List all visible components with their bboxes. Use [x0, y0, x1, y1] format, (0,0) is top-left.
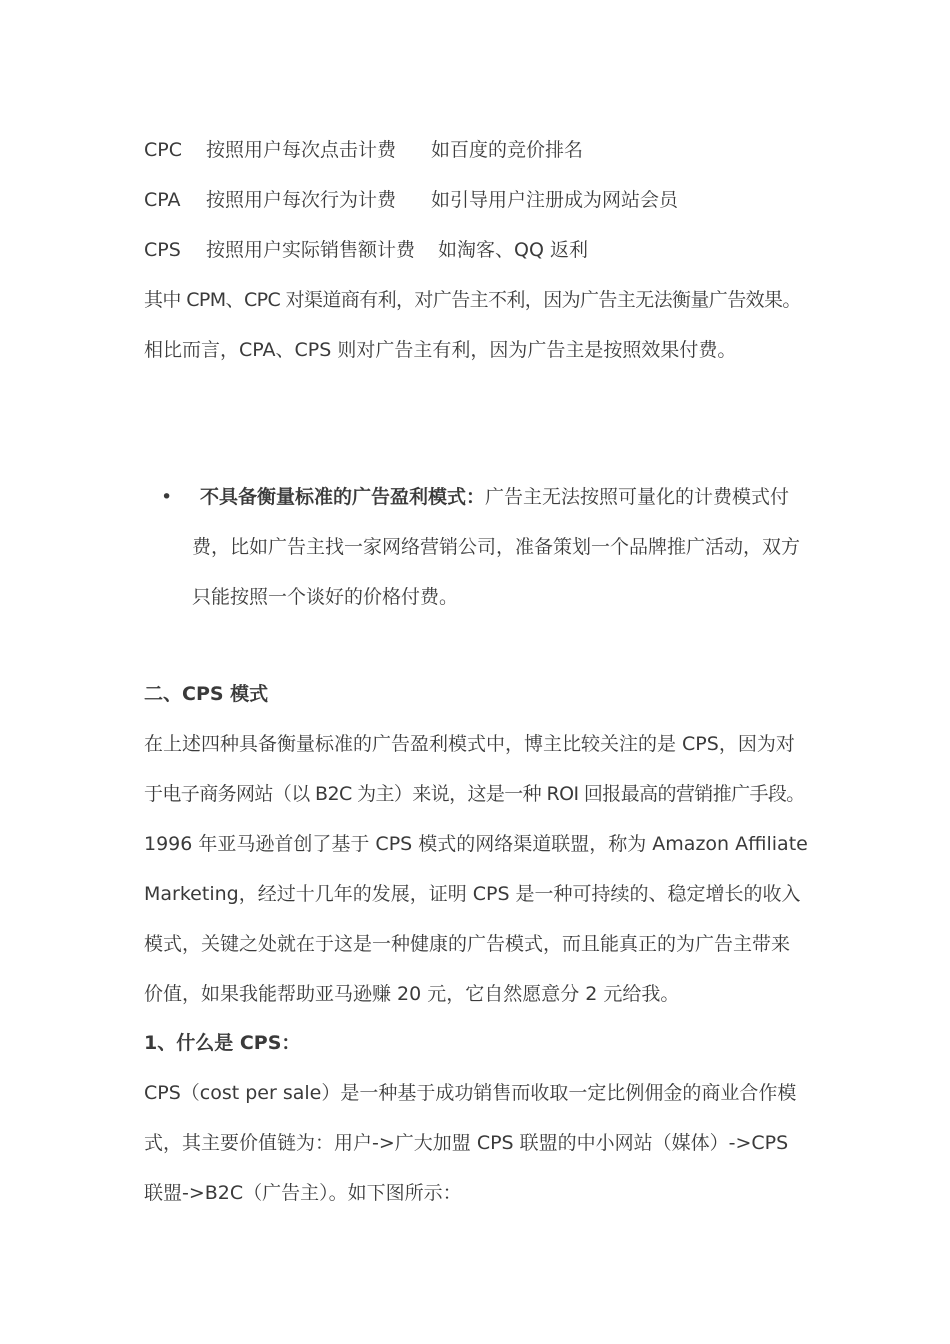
pricing-desc: 按照用户每次点击计费 [206, 139, 397, 161]
pricing-term: CPS [144, 239, 181, 261]
intro-line-1: 其中 CPM、CPC 对渠道商有利，对广告主不利，因为广告主无法衡量广告效果。 [144, 289, 801, 311]
bullet-line-2: 费，比如广告主找一家网络营销公司，准备策划一个品牌推广活动，双方 [192, 536, 801, 558]
pricing-desc: 按照用户实际销售额计费 [206, 239, 416, 261]
bullet-line-3: 只能按照一个谈好的价格付费。 [192, 586, 459, 608]
paragraph-line: 价值，如果我能帮助亚马逊赚 20 元，它自然愿意分 2 元给我。 [144, 983, 680, 1005]
intro-line-2: 相比而言，CPA、CPS 则对广告主有利，因为广告主是按照效果付费。 [144, 339, 737, 361]
paragraph-line: 在上述四种具备衡量标准的广告盈利模式中，博主比较关注的是 CPS，因为对 [144, 733, 795, 755]
pricing-row-cpc [144, 138, 844, 162]
paragraph-line: 联盟->B2C（广告主）。如下图所示： [144, 1182, 462, 1204]
pricing-row-cps [144, 238, 844, 262]
pricing-desc: 按照用户每次行为计费 [206, 189, 397, 211]
pricing-example: 如引导用户注册成为网站会员 [431, 189, 679, 211]
bullet-marker: • [161, 486, 173, 508]
paragraph-line: 1996 年亚马逊首创了基于 CPS 模式的网络渠道联盟，称为 Amazon Affiliate [144, 833, 808, 855]
pricing-example: 如淘客、QQ 返利 [438, 239, 588, 261]
paragraph-line: 模式，关键之处就在于这是一种健康的广告模式，而且能真正的为广告主带来 [144, 933, 791, 955]
paragraph-line: Marketing，经过十几年的发展，证明 CPS 是一种可持续的、稳定增长的收入 [144, 883, 801, 905]
paragraph-line: CPS（cost per sale）是一种基于成功销售而收取一定比例佣金的商业合作模 [144, 1082, 797, 1104]
section-heading: 二、CPS 模式 [144, 683, 269, 705]
bullet-line-1-text: 广告主无法按照可量化的计费模式付 [485, 486, 790, 508]
paragraph-line: 于电子商务网站（以 B2C 为主）来说，这是一种 ROI 回报最高的营销推广手段。 [144, 783, 805, 805]
pricing-term: CPC [144, 139, 182, 161]
pricing-example: 如百度的竞价排名 [431, 139, 584, 161]
subsection-heading: 1、什么是 CPS： [144, 1032, 301, 1054]
pricing-term: CPA [144, 189, 181, 211]
paragraph-line: 式，其主要价值链为：用户->广大加盟 CPS 联盟的中小网站（媒体）->CPS [144, 1132, 789, 1154]
bullet-bold-label: 不具备衡量标准的广告盈利模式： [200, 486, 486, 508]
pricing-row-cpa [144, 188, 844, 212]
bullet-line-1 [200, 485, 789, 509]
